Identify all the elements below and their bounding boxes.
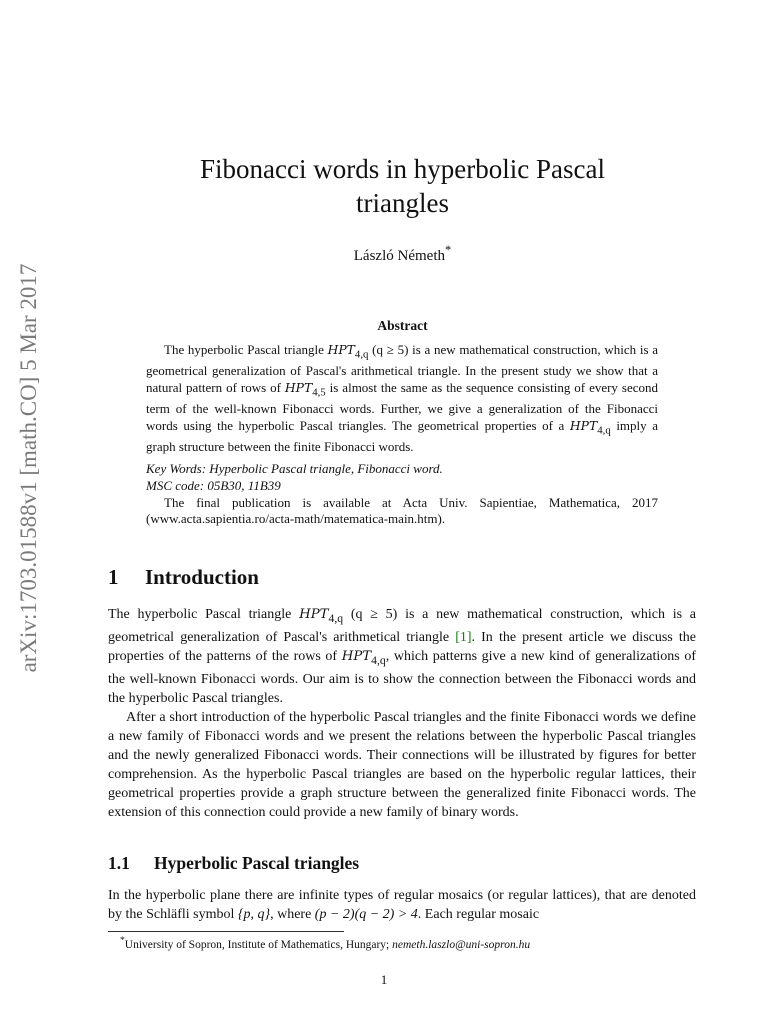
subsection-heading xyxy=(108,853,359,874)
msc-code: MSC code: 05B30, 11B39 xyxy=(146,477,281,493)
keywords: Key Words: Hyperbolic Pascal triangle, Fibonacci word. xyxy=(146,461,443,477)
abstract-paragraph xyxy=(146,342,658,455)
author xyxy=(110,243,695,265)
intro-paragraph-1 xyxy=(108,605,696,708)
schlafli-symbol: {p, q} xyxy=(237,907,271,922)
footnote-email[interactable]: nemeth.laszlo@uni-sopron.hu xyxy=(392,938,531,951)
intro-text: (q ≥ 5) is a new mathematical construction, which is a geometrical generalization of Pascal's arithmetical triangle xyxy=(108,607,696,645)
section-number: 1 xyxy=(108,565,119,589)
author-name: László Németh xyxy=(353,248,445,264)
abstract xyxy=(146,342,658,528)
introduction-body xyxy=(108,605,696,822)
paper-title xyxy=(110,152,695,220)
hpt-subscript: 4,q xyxy=(597,424,611,437)
title-line-1: Fibonacci words in hyperbolic Pascal xyxy=(200,154,605,184)
hpt-subscript: 4,q xyxy=(354,348,369,361)
abstract-heading: Abstract xyxy=(377,318,428,333)
subsection-number: 1.1 xyxy=(108,853,130,873)
title-line-2: triangles xyxy=(356,188,449,218)
intro-text: The hyperbolic Pascal triangle xyxy=(108,607,300,622)
hpt-symbol: HPT xyxy=(341,648,372,664)
intro-paragraph-2: After a short introduction of the hyperbolic Pascal triangles and the finite Fibonacci words we define a new family of Fibonacci words and we present the relations between the hyperbolic Pascal triangles and the newly generalized Fibonacci words. Their connections will be illustrated by figures for better comprehension. As the hyperbolic Pascal triangles are based on the hyperbolic regular lattices, their geometrical properties provide a graph structure between the generalized finite Fibonacci words. The extension of this connection could provide a new family of binary words. xyxy=(108,709,696,820)
hpt-symbol: HPT xyxy=(327,343,355,357)
footnote xyxy=(120,935,530,951)
hpt-subscript: 4,5 xyxy=(312,386,326,399)
abstract-text: imply a graph structure between the finite Fibonacci words. xyxy=(146,417,659,454)
subsection-paragraph xyxy=(108,886,696,924)
subsection-title: Hyperbolic Pascal triangles xyxy=(154,853,360,873)
hpt-subscript: 4,q xyxy=(371,653,386,667)
footnote-mark: * xyxy=(120,935,125,946)
publication-note: The final publication is available at Acta Univ. Sapientiae, Mathematica, 2017 (www.acta.sapientia.ro/acta-math/matematica-main.htm). xyxy=(146,494,658,527)
arxiv-sidebar xyxy=(14,228,44,708)
abstract-text: (q ≥ 5) is a new mathematical construction, which is a geometrical generalization of Pascal's arithmetical triangle. In the present study we show that a natural pattern of rows of xyxy=(146,342,658,395)
footnote-affiliation: University of Sopron, Institute of Mathematics, Hungary; xyxy=(124,938,393,951)
hpt-symbol: HPT xyxy=(299,607,329,622)
hpt-symbol: HPT xyxy=(569,418,598,433)
citation-link[interactable]: [1] xyxy=(455,629,472,645)
subsection-text: , where xyxy=(270,907,315,922)
hpt-subscript: 4,q xyxy=(328,611,344,625)
abstract-text: The hyperbolic Pascal triangle xyxy=(164,342,328,357)
footnote-rule xyxy=(108,931,344,932)
subsection-body xyxy=(108,886,696,924)
section-heading-introduction xyxy=(108,565,259,590)
hpt-symbol: HPT xyxy=(284,380,313,395)
section-title: Introduction xyxy=(145,565,259,589)
intro-text: . In the present article we discuss the properties of the patterns of the rows of xyxy=(108,629,696,664)
lattice-condition: (p − 2)(q − 2) > 4 xyxy=(314,907,418,922)
intro-text: , which patterns give a new kind of generalizations of the well-known Fibonacci words. Our aim is to show the connection between the Fibonacci words and the hyperbolic Pascal triangles. xyxy=(108,648,697,706)
subsection-text: In the hyperbolic plane there are infinite types of regular mosaics (or regular lattices), that are denoted by the Schläfli symbol xyxy=(108,888,696,922)
author-footnote-mark: * xyxy=(444,243,452,257)
abstract-text: is almost the same as the sequence consisting of every second term of the well-known Fibonacci words. Further, we give a generalization of the Fibonacci words using the hyperbolic Pascal triangles. The geometrical properties of a xyxy=(146,379,658,433)
arxiv-identifier[interactable]: arXiv:1703.01588v1 [math.CO] 5 Mar 2017 xyxy=(16,263,41,673)
subsection-text: . Each regular mosaic xyxy=(417,907,540,922)
page-number: 1 xyxy=(380,972,388,987)
